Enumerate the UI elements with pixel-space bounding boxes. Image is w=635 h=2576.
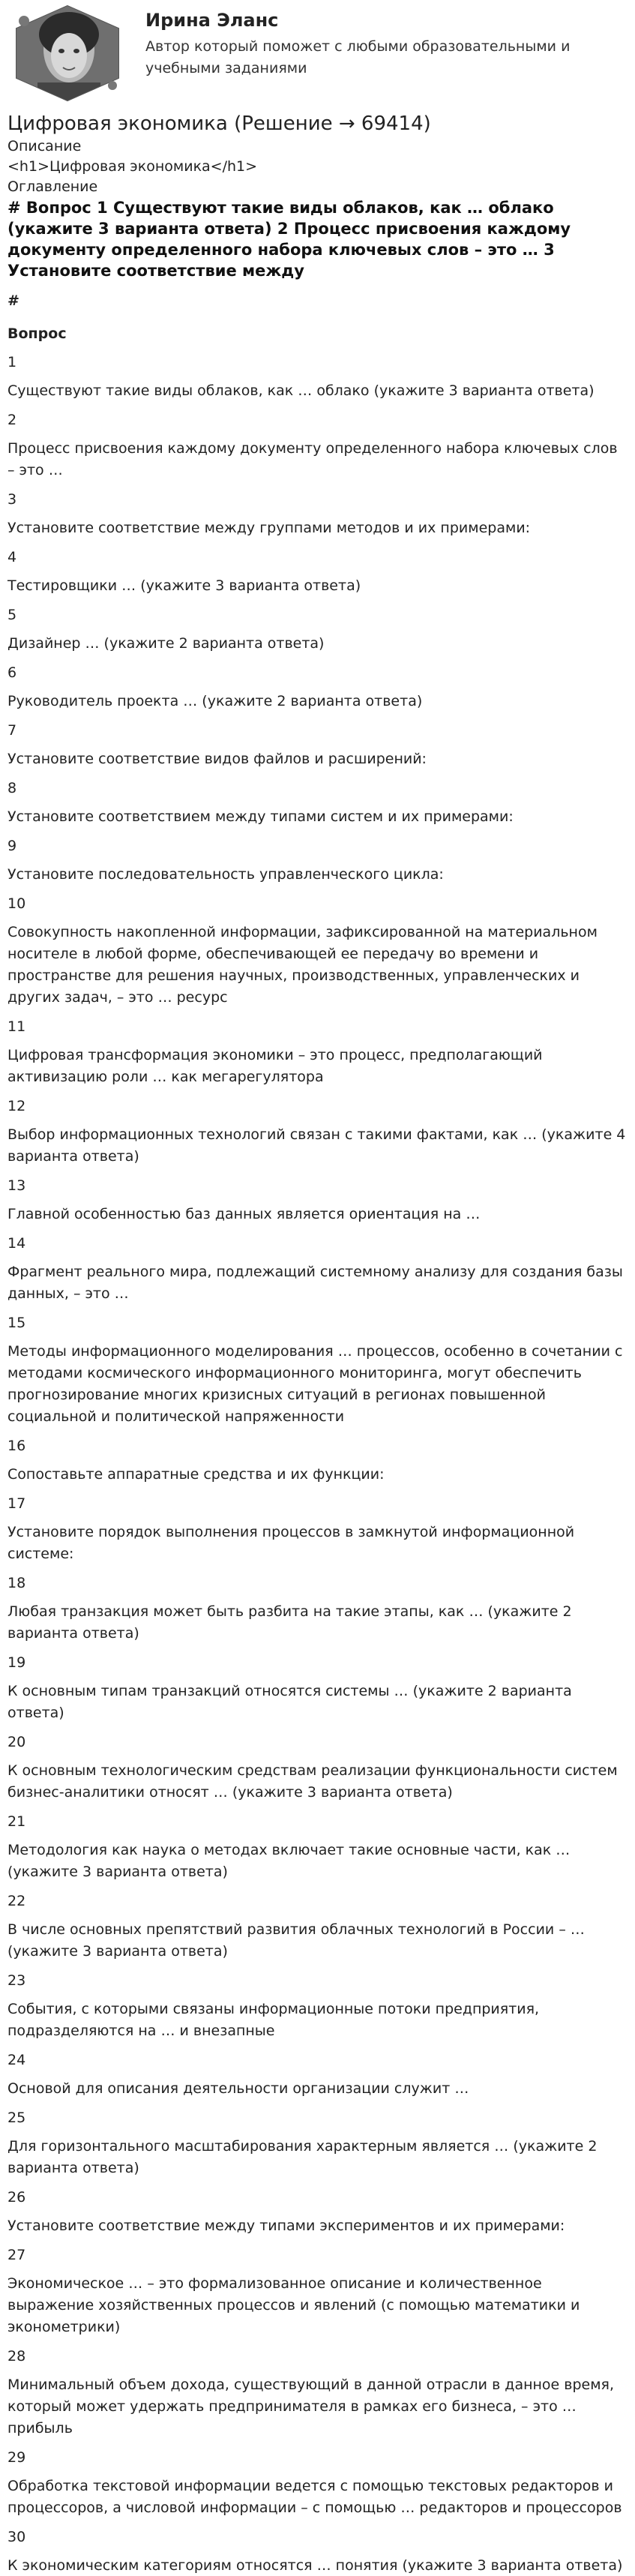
question-number: 3	[7, 491, 17, 508]
question-item	[7, 1435, 628, 1486]
question-link[interactable]: К экономическим категориям относятся … понятия (укажите 3 варианта ответа)	[7, 2557, 623, 2574]
question-text	[7, 2078, 628, 2100]
author-block	[7, 0, 628, 109]
question-number: 11	[7, 1018, 26, 1035]
question-number: 29	[7, 2449, 26, 2466]
question-link[interactable]: Установите последовательность управленческого цикла:	[7, 866, 444, 883]
question-link[interactable]: Установите соответствие между группами методов и их примерами:	[7, 520, 531, 536]
question-link[interactable]: К основным технологическим средствам реализации функциональности систем бизнес-аналитики относят … (укажите 3 варианта ответа)	[7, 1762, 618, 1801]
question-link[interactable]: Установите соответствием между типами систем и их примерами:	[7, 808, 514, 825]
question-item	[7, 1891, 628, 1963]
question-item	[7, 1312, 628, 1428]
question-text	[7, 1681, 628, 1724]
question-text	[7, 691, 628, 712]
question-text	[7, 1522, 628, 1565]
question-number: 18	[7, 1575, 26, 1591]
question-link[interactable]: Установите соответствие между типами экспериментов и их примерами:	[7, 2218, 565, 2234]
question-text	[7, 1341, 628, 1428]
question-number: 26	[7, 2189, 26, 2206]
question-number: 5	[7, 607, 17, 623]
question-link[interactable]: Дизайнер … (укажите 2 варианта ответа)	[7, 635, 325, 652]
question-number: 14	[7, 1235, 26, 1252]
question-text	[7, 2476, 628, 2519]
question-list	[7, 352, 628, 2576]
question-text	[7, 1760, 628, 1804]
hash-marker: #	[7, 292, 19, 309]
question-number: 20	[7, 1734, 26, 1750]
question-text	[7, 380, 628, 402]
question-link[interactable]: Главной особенностью баз данных является ориентация на …	[7, 1206, 481, 1222]
question-text	[7, 517, 628, 539]
question-text	[7, 2136, 628, 2179]
question-item	[7, 1732, 628, 1804]
question-text	[7, 748, 628, 770]
question-item	[7, 409, 628, 481]
question-item	[7, 2187, 628, 2237]
question-item	[7, 352, 628, 402]
question-text	[7, 864, 628, 886]
question-number: 27	[7, 2247, 26, 2263]
question-item	[7, 1096, 628, 1168]
question-text	[7, 1919, 628, 1963]
question-item	[7, 2346, 628, 2440]
question-link[interactable]: Цифровая трансформация экономики – это процесс, предполагающий активизацию роли … как мегарегулятора	[7, 1047, 543, 1085]
question-number: 9	[7, 838, 17, 854]
question-item	[7, 2527, 628, 2576]
question-item	[7, 778, 628, 828]
question-link[interactable]: Руководитель проекта … (укажите 2 варианта ответа)	[7, 693, 423, 709]
toc-label: Оглавление	[7, 178, 98, 195]
question-number: 4	[7, 549, 17, 565]
page-title: Цифровая экономика (Решение → 69414)	[7, 112, 431, 135]
question-text	[7, 2374, 628, 2440]
question-text	[7, 438, 628, 481]
question-link[interactable]: Существуют такие виды облаков, как … облако (укажите 3 варианта ответа)	[7, 382, 595, 399]
question-number: 10	[7, 895, 26, 912]
question-link[interactable]: Тестировщики … (укажите 3 варианта ответа)	[7, 577, 361, 594]
question-number: 7	[7, 722, 17, 739]
question-link[interactable]: Методы информационного моделирования … процессов, особенно в сочетании с методами космического информационного мониторинга, могут обеспечить прогнозирование многих кризисных ситуаций в регионах повышенной социальной и политической напряженности	[7, 1343, 623, 1425]
question-link[interactable]: Сопоставьте аппаратные средства и их функции:	[7, 1466, 385, 1483]
question-text	[7, 633, 628, 655]
author-avatar-photo-icon	[7, 4, 127, 102]
question-link[interactable]: Любая транзакция может быть разбита на такие этапы, как … (укажите 2 варианта ответа)	[7, 1603, 572, 1642]
question-item	[7, 893, 628, 1009]
question-item	[7, 720, 628, 770]
question-text	[7, 1204, 628, 1225]
question-number: 2	[7, 412, 17, 428]
question-text	[7, 575, 628, 597]
question-item	[7, 489, 628, 539]
question-number: 8	[7, 780, 17, 796]
question-text	[7, 1601, 628, 1645]
question-text	[7, 1124, 628, 1168]
question-item	[7, 1175, 628, 1225]
question-text	[7, 1999, 628, 2042]
question-text	[7, 1840, 628, 1883]
question-link[interactable]: Совокупность накопленной информации, зафиксированной на материальном носителе в любой форме, обеспечивающей ее передачу во времени и пространстве для решения научных, производственных, управленческих и других задач, – это … ресурс	[7, 924, 598, 1006]
question-text	[7, 2215, 628, 2237]
question-item	[7, 1233, 628, 1305]
question-text	[7, 1261, 628, 1305]
question-link[interactable]: Фрагмент реального мира, подлежащий системному анализу для создания базы данных, – это …	[7, 1264, 623, 1302]
question-text	[7, 806, 628, 828]
author-description: Автор который поможет с любыми образовательными и учебными заданиями	[145, 38, 571, 76]
question-number: 21	[7, 1813, 26, 1830]
question-number: 16	[7, 1438, 26, 1454]
question-item	[7, 604, 628, 655]
question-link[interactable]: Минимальный объем дохода, существующий в данной отрасли в данное время, который может удержать предпринимателя в рамках его бизнеса, – это … прибыль	[7, 2377, 615, 2437]
question-item	[7, 1811, 628, 1883]
question-number: 12	[7, 1098, 26, 1114]
question-link[interactable]: Обработка текстовой информации ведется с помощью текстовых редакторов и процессоров, а числовой информации – с помощью … редакторов и процессоров	[7, 2478, 622, 2516]
author-avatar[interactable]	[7, 4, 127, 102]
question-link[interactable]: Основой для описания деятельности организации служит …	[7, 2080, 469, 2097]
question-link[interactable]: Для горизонтального масштабирования характерным является … (укажите 2 варианта ответа)	[7, 2138, 598, 2176]
question-link[interactable]: Установите соответствие видов файлов и расширений:	[7, 751, 427, 767]
question-item	[7, 662, 628, 712]
question-item	[7, 1573, 628, 1645]
question-link[interactable]: Выбор информационных технологий связан с такими фактами, как … (укажите 4 варианта ответа)	[7, 1126, 626, 1165]
question-link[interactable]: Процесс присвоения каждому документу определенного набора ключевых слов – это …	[7, 440, 618, 478]
question-text	[7, 922, 628, 1009]
toc-heading: # Вопрос 1 Существуют такие виды облаков, как … облако (укажите 3 варианта ответа) 2 Процесс присвоения каждому документу определенного набора ключевых слов – это … 3 Установите соответствие между	[7, 199, 571, 280]
question-item	[7, 835, 628, 886]
question-item	[7, 1016, 628, 1088]
question-number: 15	[7, 1315, 26, 1331]
question-item	[7, 2447, 628, 2519]
question-text	[7, 2273, 628, 2338]
question-number: 6	[7, 664, 17, 681]
question-item	[7, 2245, 628, 2338]
question-item	[7, 1652, 628, 1724]
question-number: 1	[7, 354, 17, 370]
question-number: 13	[7, 1177, 26, 1194]
question-number: 24	[7, 2052, 26, 2068]
question-number: 28	[7, 2348, 26, 2365]
question-link[interactable]: В числе основных препятствий развития облачных технологий в России – … (укажите 3 варианта ответа)	[7, 1921, 585, 1960]
question-link[interactable]: К основным типам транзакций относятся системы … (укажите 2 варианта ответа)	[7, 1683, 572, 1721]
author-name[interactable]: Ирина Эланс	[145, 10, 279, 31]
question-number: 30	[7, 2529, 26, 2545]
h1-raw-text: <h1>Цифровая экономика</h1>	[7, 158, 258, 175]
question-text	[7, 1045, 628, 1088]
author-info	[145, 4, 595, 79]
question-link[interactable]: Методология как наука о методах включает такие основные части, как … (укажите 3 варианта ответа)	[7, 1842, 571, 1880]
question-link[interactable]: Экономическое … – это формализованное описание и количественное выражение хозяйственных процессов и явлений (с помощью математики и эконометрики)	[7, 2275, 580, 2335]
question-number: 25	[7, 2110, 26, 2126]
question-number: 23	[7, 1972, 26, 1989]
question-item	[7, 2107, 628, 2179]
question-number: 22	[7, 1893, 26, 1909]
question-link[interactable]: События, с которыми связаны информационные потоки предприятия, подразделяются на … и внезапные	[7, 2001, 540, 2039]
question-item	[7, 1493, 628, 1565]
question-link[interactable]: Установите порядок выполнения процессов в замкнутой информационной системе:	[7, 1524, 575, 1562]
question-text	[7, 1464, 628, 1486]
question-item	[7, 1970, 628, 2042]
question-number: 19	[7, 1654, 26, 1671]
question-label: Вопрос	[7, 325, 67, 342]
question-item	[7, 547, 628, 597]
question-text	[7, 2555, 628, 2576]
question-number: 17	[7, 1495, 26, 1512]
description-label: Описание	[7, 138, 82, 154]
question-item	[7, 2050, 628, 2100]
